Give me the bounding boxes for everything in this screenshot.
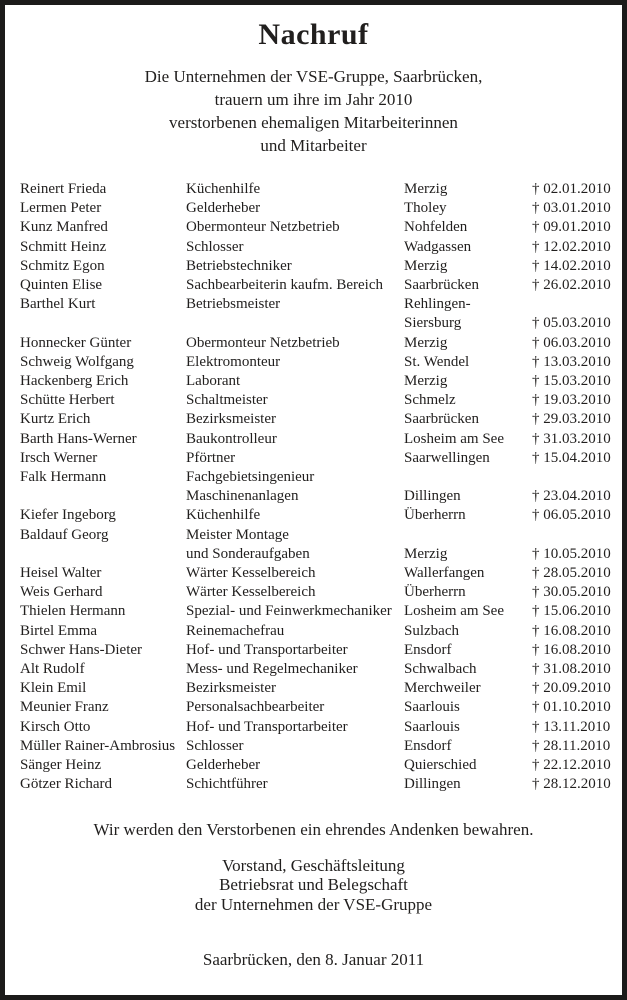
table-row xyxy=(20,353,611,372)
table-row xyxy=(20,276,611,295)
cell-date: † 10.05.2010 xyxy=(532,545,611,562)
cell-place: Merzig xyxy=(404,545,448,562)
cell-job: Bezirksmeister xyxy=(186,680,276,697)
cell-place: Losheim am See xyxy=(404,430,504,447)
cell-job: Reinemachefrau xyxy=(186,622,285,639)
cell-name xyxy=(20,545,186,564)
cell-job: Maschinenanlagen xyxy=(186,488,299,505)
signature-block xyxy=(5,856,622,915)
cell-job: Fachgebietsingenieur xyxy=(186,469,315,486)
cell-place: Siersburg xyxy=(404,315,462,332)
cell-name: Heisel Walter xyxy=(20,565,102,582)
page-title: Nachruf xyxy=(258,18,369,51)
cell-job: Schichtführer xyxy=(186,776,268,793)
cell-place: Dillingen xyxy=(404,488,461,505)
cell-place: Quierschied xyxy=(404,757,477,774)
cell-date: † 13.11.2010 xyxy=(532,718,611,735)
cell-job: Obermonteur Netzbetrieb xyxy=(186,334,340,351)
cell-name: Birtel Emma xyxy=(20,622,98,639)
cell-name: Kiefer Ingeborg xyxy=(20,507,116,524)
cell-place: Nohfelden xyxy=(404,219,468,236)
table-row xyxy=(20,218,611,237)
cell-date: † 14.02.2010 xyxy=(532,257,611,274)
cell-place: Rehlingen- xyxy=(404,296,471,313)
table-row xyxy=(20,602,611,621)
cell-name xyxy=(20,487,186,506)
table-row xyxy=(20,257,611,276)
text-line: verstorbenen ehemaligen Mitarbeiterinnen xyxy=(169,113,458,132)
cell-date: † 15.04.2010 xyxy=(532,449,611,466)
cell-date: † 20.09.2010 xyxy=(532,680,611,697)
cell-place: Losheim am See xyxy=(404,603,504,620)
table-row xyxy=(20,334,611,353)
cell-job: Küchenhilfe xyxy=(186,181,261,197)
table-row xyxy=(20,756,611,775)
table-row xyxy=(20,487,611,506)
cell-name xyxy=(20,314,186,333)
cell-job: Betriebsmeister xyxy=(186,296,281,313)
table-row xyxy=(20,468,608,487)
cell-name: Barth Hans-Werner xyxy=(20,430,137,447)
cell-date: † 16.08.2010 xyxy=(532,622,611,639)
cell-date: † 01.10.2010 xyxy=(532,699,611,716)
cell-name: Schütte Herbert xyxy=(20,392,115,409)
cell-job: Küchenhilfe xyxy=(186,507,261,524)
cell-job: Pförtner xyxy=(186,449,236,466)
cell-name: Irsch Werner xyxy=(20,449,98,466)
cell-place: Saarbrücken xyxy=(404,411,479,428)
table-row xyxy=(20,295,608,314)
cell-job: Hof- und Transportarbeiter xyxy=(186,718,348,735)
cell-name: Alt Rudolf xyxy=(20,661,85,678)
cell-date: † 15.06.2010 xyxy=(532,603,611,620)
intro-text xyxy=(5,65,622,157)
table-row xyxy=(20,180,611,199)
table-row xyxy=(20,737,611,756)
cell-job: Gelderheber xyxy=(186,200,261,217)
cell-date: † 29.03.2010 xyxy=(532,411,611,428)
cell-date: † 09.01.2010 xyxy=(532,219,611,236)
table-row xyxy=(20,372,611,391)
cell-date xyxy=(532,468,608,487)
table-row xyxy=(20,410,611,429)
cell-place: Merzig xyxy=(404,373,448,390)
cell-name: Götzer Richard xyxy=(20,776,113,793)
cell-date: † 23.04.2010 xyxy=(532,488,611,505)
cell-name: Schmitt Heinz xyxy=(20,238,107,255)
cell-date: † 02.01.2010 xyxy=(532,181,611,197)
cell-name: Kirsch Otto xyxy=(20,718,91,735)
text-line: Vorstand, Geschäftsleitung xyxy=(222,855,405,875)
cell-job: und Sonderaufgaben xyxy=(186,545,310,562)
cell-name: Schweig Wolfgang xyxy=(20,353,134,370)
text-line: Die Unternehmen der VSE-Gruppe, Saarbrücken, xyxy=(144,67,483,86)
table-row xyxy=(20,718,611,737)
table-row xyxy=(20,775,611,794)
cell-place: Saarbrücken xyxy=(404,277,479,294)
cell-name: Falk Hermann xyxy=(20,469,107,486)
cell-place: Sulzbach xyxy=(404,622,459,639)
cell-date: † 19.03.2010 xyxy=(532,392,611,409)
cell-date xyxy=(532,295,608,314)
cell-date: † 16.08.2010 xyxy=(532,641,611,658)
cell-date xyxy=(532,526,608,545)
cell-place: Schmelz xyxy=(404,392,456,409)
cell-date: † 05.03.2010 xyxy=(532,315,611,332)
cell-place: Merzig xyxy=(404,257,448,274)
table-row xyxy=(20,526,608,545)
cell-place: St. Wendel xyxy=(404,353,470,370)
cell-date: † 06.05.2010 xyxy=(532,507,611,524)
table-row xyxy=(20,430,611,449)
cell-job xyxy=(186,314,404,333)
cell-place: Tholey xyxy=(404,200,447,217)
cell-job: Laborant xyxy=(186,373,241,390)
cell-job: Meister Montage xyxy=(186,526,289,543)
cell-date: † 31.08.2010 xyxy=(532,661,611,678)
cell-name: Müller Rainer-Ambrosius xyxy=(20,737,176,754)
cell-job: Betriebstechniker xyxy=(186,257,292,274)
cell-place: Wadgassen xyxy=(404,238,472,255)
cell-name: Quinten Elise xyxy=(20,277,103,294)
text-line: und Mitarbeiter xyxy=(260,136,367,155)
cell-place: Saarlouis xyxy=(404,718,460,735)
cell-date: † 06.03.2010 xyxy=(532,334,611,351)
cell-place: Überherrn xyxy=(404,507,466,524)
cell-name: Kunz Manfred xyxy=(20,219,108,236)
cell-job: Schlosser xyxy=(186,737,244,754)
cell-name: Thielen Hermann xyxy=(20,603,126,620)
table-row xyxy=(20,622,611,641)
cell-place: Dillingen xyxy=(404,776,461,793)
table-row xyxy=(20,641,611,660)
cell-place: Saarlouis xyxy=(404,699,460,716)
cell-job: Obermonteur Netzbetrieb xyxy=(186,219,340,236)
cell-date: † 13.03.2010 xyxy=(532,353,611,370)
table-row xyxy=(20,679,611,698)
cell-job: Schaltmeister xyxy=(186,392,268,409)
cell-name: Reinert Frieda xyxy=(20,181,107,197)
cell-job: Hof- und Transportarbeiter xyxy=(186,641,348,658)
cell-place: Ensdorf xyxy=(404,641,452,658)
cell-place: Saarwellingen xyxy=(404,449,490,466)
cell-place: Merzig xyxy=(404,334,448,351)
table-row xyxy=(20,660,611,679)
table-row xyxy=(20,698,611,717)
cell-job: Wärter Kesselbereich xyxy=(186,584,316,601)
cell-place xyxy=(404,468,532,487)
closing-sentence: Wir werden den Verstorbenen ein ehrendes Andenken bewahren. xyxy=(93,819,534,839)
table-row xyxy=(20,506,611,525)
cell-date: † 31.03.2010 xyxy=(532,430,611,447)
cell-job: Wärter Kesselbereich xyxy=(186,565,316,582)
cell-date: † 26.02.2010 xyxy=(532,277,611,294)
table-row xyxy=(20,199,611,218)
cell-job: Elektromonteur xyxy=(186,353,281,370)
cell-place xyxy=(404,526,532,545)
deceased-table xyxy=(20,180,611,795)
table-row xyxy=(20,545,611,564)
cell-name: Schmitz Egon xyxy=(20,257,105,274)
cell-job: Gelderheber xyxy=(186,757,261,774)
cell-date: † 03.01.2010 xyxy=(532,200,611,217)
cell-job: Sachbearbeiterin kaufm. Bereich xyxy=(186,277,383,294)
cell-name: Meunier Franz xyxy=(20,699,109,716)
table-row xyxy=(20,583,611,602)
cell-name: Kurtz Erich xyxy=(20,411,91,428)
cell-place: Merchweiler xyxy=(404,680,481,697)
text-line: Betriebsrat und Belegschaft xyxy=(219,875,408,894)
cell-date: † 22.12.2010 xyxy=(532,757,611,774)
cell-name: Barthel Kurt xyxy=(20,296,96,313)
table-row xyxy=(20,314,611,333)
cell-name: Lermen Peter xyxy=(20,200,102,217)
cell-name: Baldauf Georg xyxy=(20,526,109,543)
cell-place: Merzig xyxy=(404,181,448,197)
table-row xyxy=(20,238,611,257)
cell-name: Klein Emil xyxy=(20,680,87,697)
table-row xyxy=(20,449,611,468)
text-line: der Unternehmen der VSE-Gruppe xyxy=(194,894,433,914)
table-row xyxy=(20,564,611,583)
cell-job: Bezirksmeister xyxy=(186,411,276,428)
dateline: Saarbrücken, den 8. Januar 2011 xyxy=(202,950,425,969)
cell-date: † 30.05.2010 xyxy=(532,584,611,601)
text-line: trauern um ihre im Jahr 2010 xyxy=(214,90,413,109)
cell-place: Ensdorf xyxy=(404,737,452,754)
cell-date: † 15.03.2010 xyxy=(532,373,611,390)
cell-job: Personalsachbearbeiter xyxy=(186,699,325,716)
cell-date: † 12.02.2010 xyxy=(532,238,611,255)
cell-name: Sänger Heinz xyxy=(20,757,102,774)
cell-date: † 28.11.2010 xyxy=(532,737,611,754)
cell-place: Wallerfangen xyxy=(404,565,485,582)
cell-name: Hackenberg Erich xyxy=(20,373,129,390)
cell-name: Schwer Hans-Dieter xyxy=(20,641,143,658)
cell-place: Überherrn xyxy=(404,584,466,601)
cell-date: † 28.05.2010 xyxy=(532,565,611,582)
cell-job: Mess- und Regelmechaniker xyxy=(186,661,358,678)
cell-place: Schwalbach xyxy=(404,661,477,678)
cell-name: Honnecker Günter xyxy=(20,334,132,351)
cell-job: Spezial- und Feinwerkmechaniker xyxy=(186,603,392,620)
cell-job: Baukontrolleur xyxy=(186,430,277,447)
cell-date: † 28.12.2010 xyxy=(532,776,611,793)
table-row xyxy=(20,391,611,410)
cell-name: Weis Gerhard xyxy=(20,584,103,601)
cell-job: Schlosser xyxy=(186,238,244,255)
